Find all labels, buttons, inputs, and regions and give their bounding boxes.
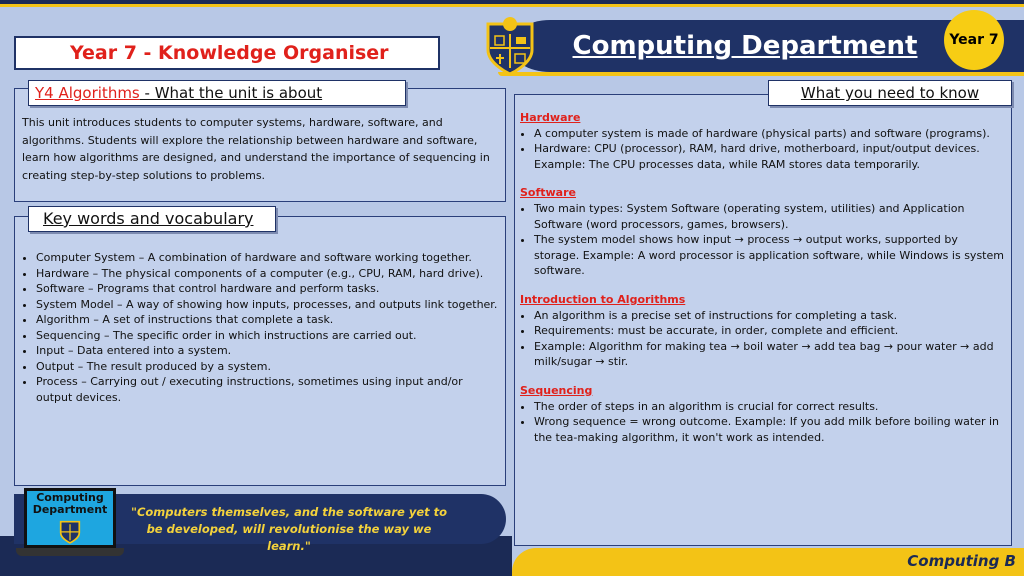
section-bullet: • Hardware: CPU (processor), RAM, hard drive, motherboard, input/output devices. Example: The CPU processes data, while RAM stores data temporarily. bbox=[534, 141, 1006, 172]
vocab-item: • System Model – A way of showing how inputs, processes, and outputs link together. bbox=[36, 297, 500, 313]
course-label: Computing B bbox=[907, 552, 1016, 570]
section-hardware bbox=[520, 110, 1006, 172]
vocab-item: • Algorithm – A set of instructions that complete a task. bbox=[36, 312, 500, 328]
section-bullet: • A computer system is made of hardware (physical parts) and software (programs). bbox=[534, 126, 1006, 142]
intro-heading bbox=[28, 80, 406, 106]
vocab-item: • Output – The result produced by a system. bbox=[36, 359, 500, 375]
vocab-item: • Software – Programs that control hardware and perform tasks. bbox=[36, 281, 500, 297]
section-title: Hardware bbox=[520, 111, 581, 124]
page-title: Year 7 - Knowledge Organiser bbox=[14, 36, 440, 70]
unit-code: Y4 Algorithms bbox=[35, 84, 140, 102]
top-gold-line bbox=[0, 4, 1024, 7]
section-sequencing bbox=[520, 383, 1006, 445]
department-logo bbox=[30, 492, 110, 547]
need-heading: What you need to know bbox=[768, 80, 1012, 106]
year-badge: Year 7 bbox=[944, 10, 1004, 70]
mini-crest-icon bbox=[59, 518, 81, 544]
section-bullet: • The system model shows how input → process → output works, supported by storage. Example: A word processor is application software, while Windows is system software. bbox=[534, 232, 1006, 279]
section-title: Introduction to Algorithms bbox=[520, 292, 686, 306]
department-title: Computing Department bbox=[572, 31, 918, 61]
vocab-list bbox=[22, 250, 500, 405]
section-software bbox=[520, 185, 1006, 279]
section-bullet: • Wrong sequence = wrong outcome. Example: If you add milk before boiling water in the tea-making algorithm, it won't work as intended. bbox=[534, 414, 1006, 445]
section-bullet: • Requirements: must be accurate, in order, complete and efficient. bbox=[534, 323, 1006, 339]
section-title: Software bbox=[520, 186, 576, 200]
laptop-base-icon bbox=[16, 548, 124, 556]
vocab-item: • Hardware – The physical components of a computer (e.g., CPU, RAM, hard drive). bbox=[36, 266, 500, 282]
need-content bbox=[520, 110, 1006, 458]
section-bullet: • Two main types: System Software (operating system, utilities) and Application Software (word processors, games, browsers). bbox=[534, 201, 1006, 232]
intro-heading-suffix: - What the unit is about bbox=[139, 84, 323, 102]
vocab-item: • Computer System – A combination of hardware and software working together. bbox=[36, 250, 500, 266]
school-crest-icon bbox=[484, 16, 536, 76]
section-bullet: • The order of steps in an algorithm is crucial for correct results. bbox=[534, 399, 1006, 415]
intro-text: This unit introduces students to computer systems, hardware, software, and algorithms. Students will explore the relationship between hardware and software, learn how algorithms are designed, and understand the importance of sequencing in creating step-by-step solutions to problems. bbox=[22, 116, 490, 182]
section-title: Sequencing bbox=[520, 383, 593, 397]
footer-quote: "Computers themselves, and the software yet to be developed, will revolutionise the way we learn." bbox=[130, 505, 448, 553]
vocab-item: • Sequencing – The specific order in which instructions are carried out. bbox=[36, 328, 500, 344]
vocab-heading-text: Key words and vocabulary bbox=[43, 209, 254, 228]
section-bullet: • An algorithm is a precise set of instructions for completing a task. bbox=[534, 308, 1006, 324]
vocab-item: • Process – Carrying out / executing instructions, sometimes using input and/or output devices. bbox=[36, 374, 500, 405]
banner-gold-stripe bbox=[498, 72, 1024, 76]
section-algorithms bbox=[520, 292, 1006, 370]
vocab-item: • Input – Data entered into a system. bbox=[36, 343, 500, 359]
logo-line: Computing bbox=[36, 491, 104, 504]
vocab-heading bbox=[28, 206, 276, 232]
section-bullet: • Example: Algorithm for making tea → boil water → add tea bag → pour water → add milk/sugar → stir. bbox=[534, 339, 1006, 370]
logo-line: Department bbox=[32, 503, 108, 516]
